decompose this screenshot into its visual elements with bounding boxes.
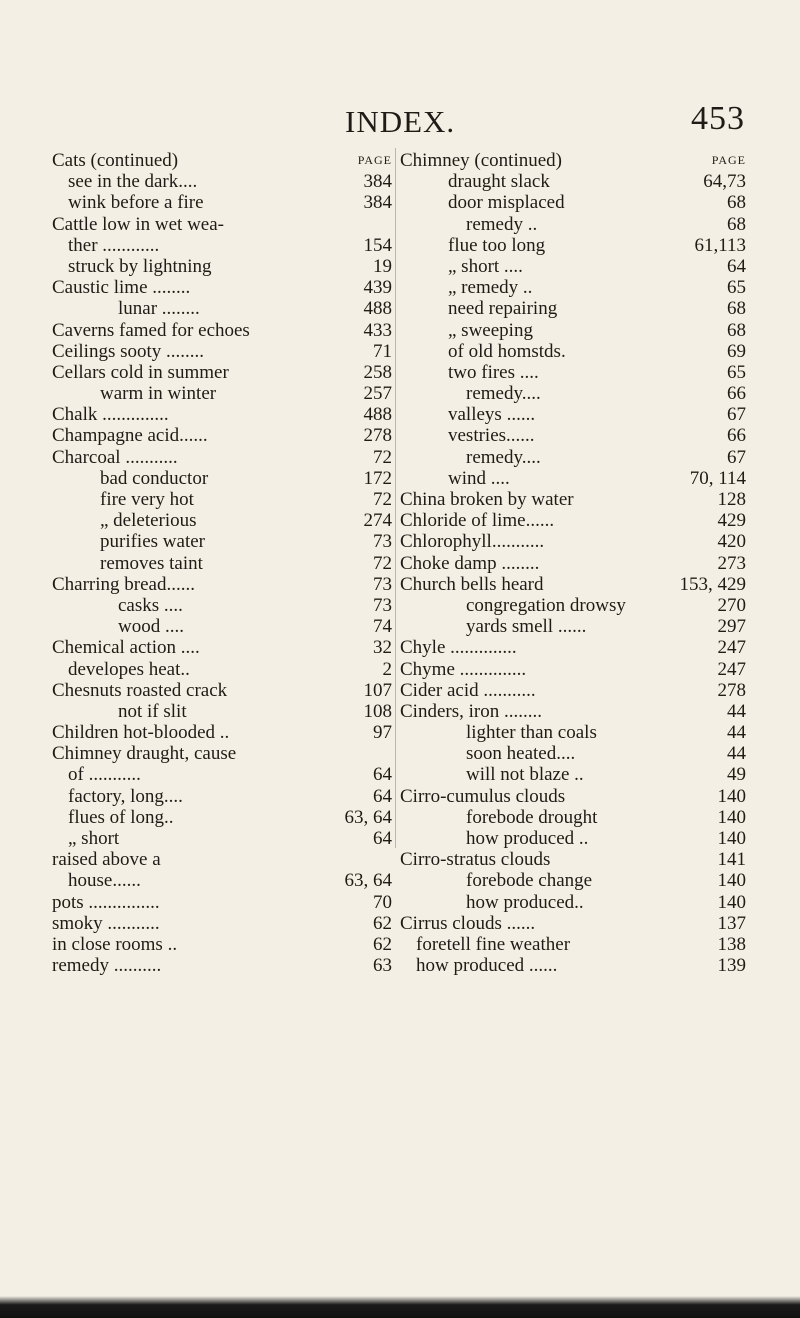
index-entry (400, 362, 746, 383)
index-term: Cider acid ........... (400, 679, 536, 701)
index-entry (52, 425, 392, 446)
index-term: „ remedy .. (448, 277, 533, 299)
index-page-ref: 297 (717, 616, 746, 638)
index-term: not if slit (118, 700, 187, 722)
index-term: two fires .... (448, 361, 539, 383)
index-term: flue too long (448, 234, 546, 256)
index-entry (400, 722, 746, 743)
index-entry (52, 256, 392, 277)
index-page-ref: 62 (373, 912, 392, 934)
index-page-ref: 73 (373, 594, 392, 616)
index-page-ref: 32 (373, 637, 392, 659)
index-term: remedy.... (466, 383, 541, 405)
index-term: of old homstds. (448, 340, 566, 362)
index-entry (52, 870, 392, 891)
index-page-ref: 488 (363, 298, 392, 320)
index-entry (400, 425, 746, 446)
index-term: factory, long.... (68, 785, 183, 807)
index-term: Cellars cold in summer (52, 361, 229, 383)
index-page-ref: 64 (727, 255, 746, 277)
index-term: Cattle low in wet wea- (52, 213, 225, 235)
index-page-ref: 420 (717, 531, 746, 553)
page-number: 453 (691, 100, 745, 137)
index-term: Chemical action .... (52, 637, 200, 659)
index-entry (400, 637, 746, 658)
index-term: Champagne acid...... (52, 425, 208, 447)
index-term: house...... (68, 870, 141, 892)
index-term: Children hot-blooded .. (52, 722, 230, 744)
index-page-ref: 138 (717, 933, 746, 955)
index-term: Charring bread...... (52, 573, 195, 595)
index-term: lunar ........ (118, 298, 200, 320)
index-entry (400, 298, 746, 319)
index-entry (400, 171, 746, 192)
index-entry (52, 595, 392, 616)
index-entry (400, 828, 746, 849)
index-entry (400, 680, 746, 701)
index-entry (400, 955, 746, 976)
index-entry (400, 192, 746, 213)
index-term: in close rooms .. (52, 933, 178, 955)
index-term: will not blaze .. (466, 764, 584, 786)
index-page-ref: 64,73 (703, 171, 746, 193)
index-term: wink before a fire (68, 192, 204, 214)
index-term: how produced ...... (416, 955, 558, 977)
index-entry (400, 320, 746, 341)
index-entry (400, 277, 746, 298)
index-page-ref: 274 (363, 510, 392, 532)
index-page-ref: 72 (373, 489, 392, 510)
index-page-ref: 429 (717, 510, 746, 532)
index-entry (52, 531, 392, 552)
index-term: „ short (68, 828, 120, 849)
index-page-ref: 73 (373, 531, 392, 553)
index-page-ref: 384 (363, 192, 392, 214)
index-page-ref: 140 (717, 891, 746, 913)
index-entry (400, 807, 746, 828)
index-term: Chlorophyll........... (400, 531, 545, 553)
index-entry (400, 849, 746, 870)
index-entry (400, 701, 746, 722)
index-term: Chalk .............. (52, 404, 169, 426)
index-page-ref: 66 (727, 425, 746, 447)
index-term: casks .... (118, 594, 183, 616)
index-page-ref: 44 (727, 743, 746, 765)
index-term: China broken by water (400, 489, 574, 510)
index-page-ref: 2 (382, 658, 392, 680)
index-entry (400, 595, 746, 616)
index-page-ref: 97 (373, 722, 392, 744)
index-entry (400, 870, 746, 891)
index-page-ref: 67 (727, 446, 746, 468)
index-entry (52, 786, 392, 807)
index-page-ref: 64 (373, 764, 392, 786)
index-term: fire very hot (100, 489, 194, 510)
index-term: how produced .. (466, 828, 589, 849)
index-page-ref: 63 (373, 955, 392, 977)
page-header (0, 100, 800, 140)
index-term: forebode change (466, 870, 593, 892)
index-term: „ sweeping (448, 319, 533, 341)
index-page-ref: 140 (717, 870, 746, 892)
index-term: bad conductor (100, 467, 209, 489)
index-page-ref: 71 (373, 340, 392, 362)
index-page-ref: 68 (727, 192, 746, 214)
index-term: of ........... (68, 764, 141, 786)
index-page-ref: 65 (727, 277, 746, 299)
index-entry (52, 447, 392, 468)
index-entry (400, 659, 746, 680)
index-entry (400, 764, 746, 785)
index-page-ref: 270 (717, 594, 746, 616)
index-term: remedy .. (466, 213, 538, 235)
index-term: valleys ...... (448, 404, 536, 426)
index-term: congregation drowsy (466, 594, 626, 616)
index-entry (400, 447, 746, 468)
index-term: foretell fine weather (416, 933, 571, 955)
index-term: Cats (continued) (52, 150, 179, 171)
index-page-ref: 49 (727, 764, 746, 786)
index-entry (52, 277, 392, 298)
index-page-ref: PAGE (357, 153, 392, 167)
index-page-ref: 62 (373, 933, 392, 955)
index-entry (400, 256, 746, 277)
index-page-ref: 154 (363, 234, 392, 256)
index-page-ref: 140 (717, 785, 746, 807)
index-entry (400, 383, 746, 404)
index-term: Chloride of lime...... (400, 510, 555, 532)
index-page-ref: 68 (727, 298, 746, 320)
index-page-ref: 153, 429 (679, 573, 746, 595)
index-page-ref: 70 (373, 891, 392, 913)
index-entry (52, 892, 392, 913)
index-term: ther ............ (68, 234, 160, 256)
index-entry (400, 553, 746, 574)
index-page-ref: 19 (373, 255, 392, 277)
index-page-ref: 44 (727, 722, 746, 744)
index-term: pots ............... (52, 891, 160, 913)
index-page-ref: 278 (363, 425, 392, 447)
index-term: see in the dark.... (68, 171, 198, 193)
index-term: wood .... (118, 616, 184, 638)
index-term: soon heated.... (466, 743, 576, 765)
index-entry (400, 468, 746, 489)
index-entry (400, 531, 746, 552)
index-page-ref: 140 (717, 828, 746, 849)
index-entry (52, 553, 392, 574)
index-page-ref: 63, 64 (344, 806, 392, 828)
index-entry (52, 192, 392, 213)
index-entry (52, 616, 392, 637)
index-page-ref: 44 (727, 700, 746, 722)
index-term: lighter than coals (466, 722, 597, 744)
index-page-ref: 66 (727, 383, 746, 405)
index-entry (52, 150, 392, 171)
index-term: door misplaced (448, 192, 565, 214)
index-page-ref: 74 (373, 616, 392, 638)
index-page-ref: 140 (717, 806, 746, 828)
index-page-ref: 72 (373, 552, 392, 574)
index-page-ref: 68 (727, 319, 746, 341)
index-page-ref: 247 (717, 658, 746, 680)
index-entry (400, 743, 746, 764)
index-term: removes taint (100, 552, 203, 574)
index-entry (52, 404, 392, 425)
index-entry (400, 934, 746, 955)
page-title: INDEX. (345, 104, 456, 139)
index-page-ref: 439 (363, 277, 392, 299)
index-term: Cirro-cumulus clouds (400, 785, 566, 807)
index-page-ref: 61,113 (694, 234, 746, 256)
column-divider (395, 148, 396, 848)
index-term: raised above a (52, 849, 161, 871)
index-term: „ short .... (448, 255, 523, 277)
index-column-right (400, 150, 746, 976)
index-page-ref: 141 (717, 849, 746, 871)
index-term: flues of long.. (68, 806, 174, 828)
index-entry (400, 150, 746, 171)
index-entry (52, 637, 392, 658)
index-entry (52, 171, 392, 192)
index-entry (400, 341, 746, 362)
index-entry (400, 574, 746, 595)
index-entry (400, 786, 746, 807)
index-entry (52, 701, 392, 722)
index-term: „ deleterious (100, 510, 197, 532)
index-term: Cinders, iron ........ (400, 700, 542, 722)
index-term: remedy.... (466, 446, 541, 468)
index-page-ref: 139 (717, 955, 746, 977)
index-page-ref: 65 (727, 361, 746, 383)
index-entry (52, 743, 392, 764)
index-page-ref: 108 (363, 700, 392, 722)
index-term: struck by lightning (68, 255, 212, 277)
index-term: smoky ........... (52, 912, 160, 934)
index-entry (52, 362, 392, 383)
index-entry (400, 913, 746, 934)
index-column-left (52, 150, 392, 976)
index-term: Charcoal ........... (52, 446, 178, 468)
index-entry (400, 214, 746, 235)
index-page-ref: 69 (727, 340, 746, 362)
index-page-ref: 64 (373, 828, 392, 849)
index-page-ref: 488 (363, 404, 392, 426)
index-term: yards smell ...... (466, 616, 587, 638)
index-page-ref: 128 (717, 489, 746, 510)
index-term: Caverns famed for echoes (52, 319, 250, 341)
index-term: draught slack (448, 171, 550, 193)
index-page-ref: 67 (727, 404, 746, 426)
index-term: Cirro-stratus clouds (400, 849, 551, 871)
index-term: Choke damp ........ (400, 552, 540, 574)
index-page-ref: 257 (363, 383, 392, 405)
index-entry (52, 828, 392, 849)
index-entry (52, 341, 392, 362)
index-term: need repairing (448, 298, 558, 320)
index-page-ref: PAGE (711, 153, 746, 167)
index-entry (52, 680, 392, 701)
index-term: Cirrus clouds ...... (400, 912, 536, 934)
index-entry (52, 489, 392, 510)
index-term: forebode drought (466, 806, 598, 828)
index-entry (52, 849, 392, 870)
index-term: developes heat.. (68, 658, 190, 680)
index-entry (52, 214, 392, 235)
index-term: purifies water (100, 531, 205, 553)
index-page-ref: 72 (373, 446, 392, 468)
index-entry (52, 468, 392, 489)
index-page-ref: 137 (717, 912, 746, 934)
index-page-ref: 63, 64 (344, 870, 392, 892)
index-term: remedy .......... (52, 955, 162, 977)
index-entry (400, 892, 746, 913)
index-entry (400, 616, 746, 637)
index-entry (52, 574, 392, 595)
index-term: Chimney draught, cause (52, 743, 237, 765)
index-term: Ceilings sooty ........ (52, 340, 205, 362)
index-page-ref: 258 (363, 361, 392, 383)
index-entry (52, 510, 392, 531)
index-entry (52, 722, 392, 743)
index-entry (52, 955, 392, 976)
index-page-ref: 64 (373, 785, 392, 807)
index-page-ref: 433 (363, 319, 392, 341)
index-term: warm in winter (100, 383, 217, 405)
index-term: how produced.. (466, 891, 584, 913)
index-entry (400, 489, 746, 510)
index-entry (400, 235, 746, 256)
index-entry (52, 320, 392, 341)
index-entry (52, 383, 392, 404)
scan-edge (0, 1296, 800, 1318)
index-entry (52, 807, 392, 828)
index-page-ref: 107 (363, 679, 392, 701)
index-entry (400, 510, 746, 531)
index-entry (52, 764, 392, 785)
index-page-ref: 172 (363, 467, 392, 489)
index-term: Church bells heard (400, 573, 544, 595)
index-entry (52, 913, 392, 934)
index-entry (400, 404, 746, 425)
index-page-ref: 73 (373, 573, 392, 595)
index-term: Chimney (continued) (400, 150, 562, 171)
index-entry (52, 235, 392, 256)
index-term: Caustic lime ........ (52, 277, 191, 299)
index-entry (52, 659, 392, 680)
index-term: Chesnuts roasted crack (52, 679, 228, 701)
index-entry (52, 298, 392, 319)
index-entry (52, 934, 392, 955)
index-term: Chyle .............. (400, 637, 517, 659)
index-page-ref: 384 (363, 171, 392, 193)
index-term: vestries...... (448, 425, 535, 447)
index-term: wind .... (448, 467, 510, 489)
index-page-ref: 70, 114 (689, 467, 746, 489)
index-term: Chyme .............. (400, 658, 527, 680)
index-page-ref: 273 (717, 552, 746, 574)
index-page-ref: 278 (717, 679, 746, 701)
index-page-ref: 68 (727, 213, 746, 235)
index-page-ref: 247 (717, 637, 746, 659)
